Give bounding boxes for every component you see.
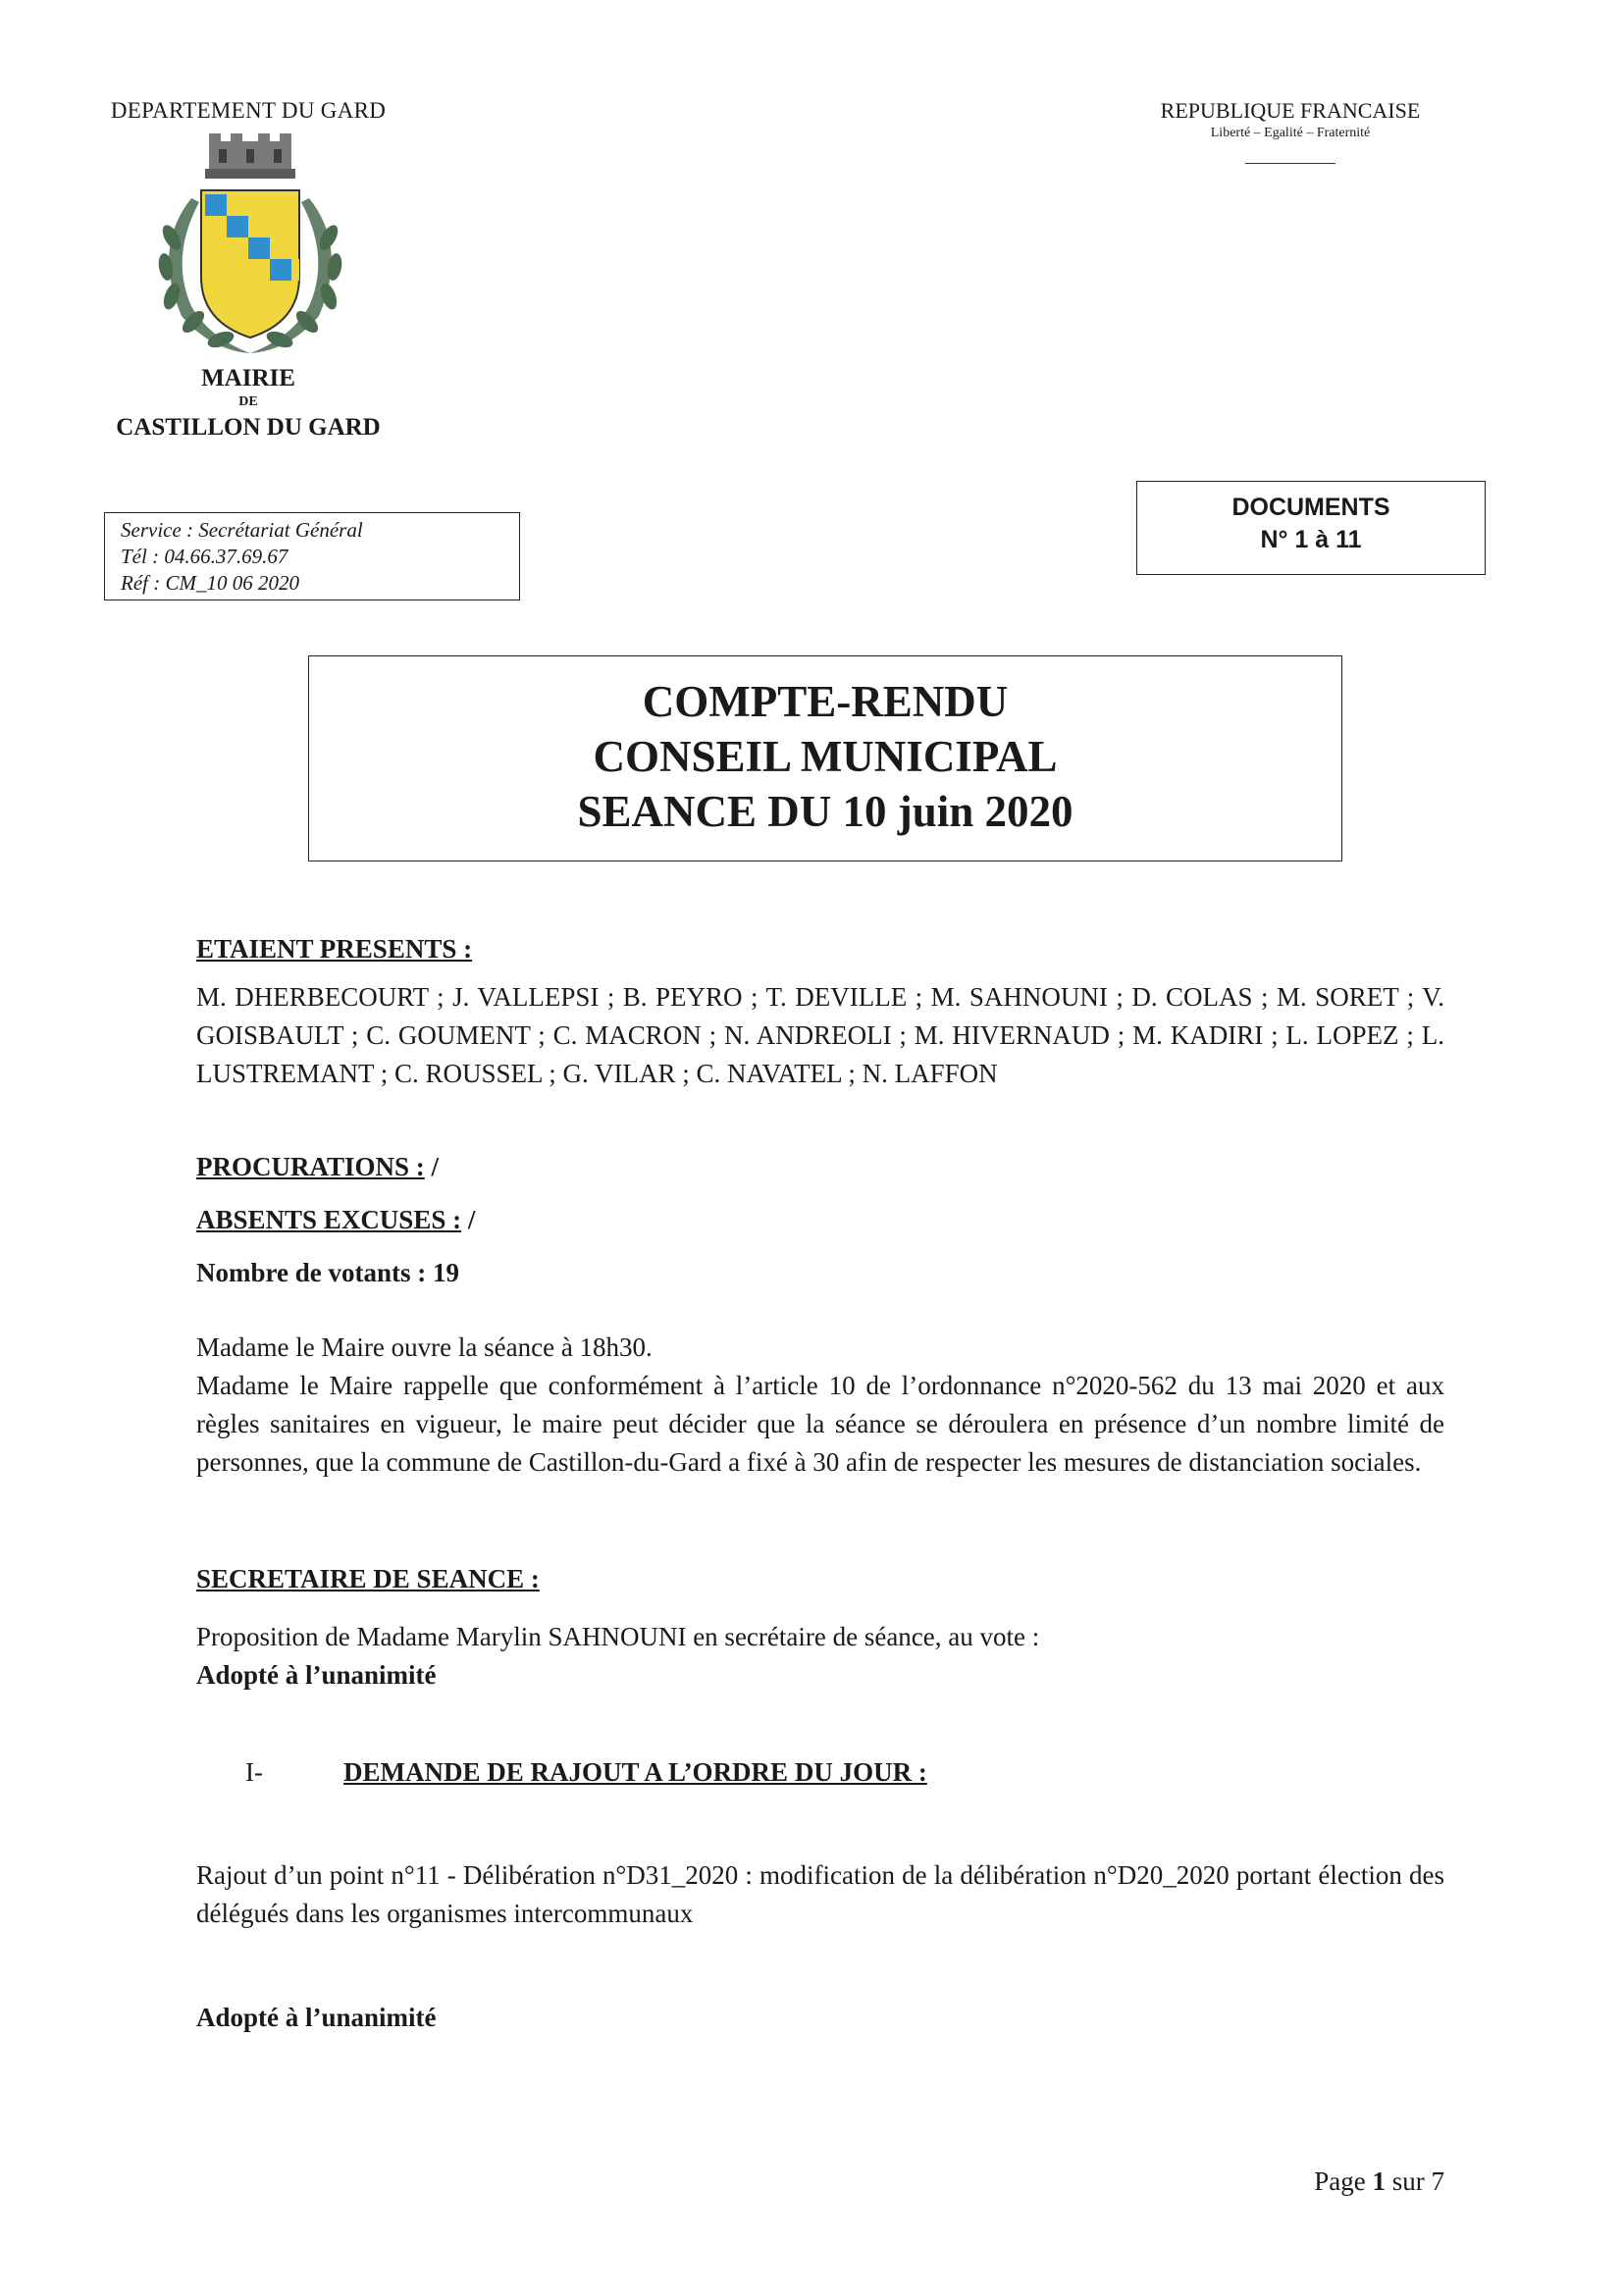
secretaire-text: Proposition de Madame Marylin SAHNOUNI en secrétaire de séance, au vote : <box>196 1622 1040 1651</box>
page-number: Page 1 sur 7 <box>1314 2166 1444 2196</box>
section-1-result: Adopté à l’unanimité <box>196 2003 437 2032</box>
title-line-3: SEANCE DU 10 juin 2020 <box>577 787 1073 836</box>
section-1-heading: DEMANDE DE RAJOUT A L’ORDRE DU JOUR : <box>343 1757 927 1787</box>
title-line-2: CONSEIL MUNICIPAL <box>593 732 1058 781</box>
shield-icon <box>201 190 313 338</box>
service-box <box>104 512 520 600</box>
votants-count: Nombre de votants : 19 <box>196 1258 459 1287</box>
republic-label: REPUBLIQUE FRANCAISE <box>1160 98 1421 123</box>
service-line: Service : Secrétariat Général <box>121 518 363 542</box>
mairie-label: MAIRIE <box>201 365 295 391</box>
header-divider <box>1245 163 1335 164</box>
department-label: DEPARTEMENT DU GARD <box>110 98 387 123</box>
absents-value: / <box>461 1205 476 1234</box>
section-1-text: Rajout d’un point n°11 - Délibération n°D31_2020 : modification de la délibération n°D20_2020 portant élection des délégués dans les organismes intercommunaux <box>196 1860 1444 1928</box>
reference-line: Réf : CM_10 06 2020 <box>121 571 299 595</box>
crown-icon <box>205 133 295 179</box>
absents-heading: ABSENTS EXCUSES : <box>196 1205 462 1234</box>
phone-line: Tél : 04.66.37.69.67 <box>121 545 288 568</box>
title-line-1: COMPTE-RENDU <box>642 677 1009 726</box>
opening-line: Madame le Maire ouvre la séance à 18h30. <box>196 1332 653 1362</box>
municipal-coat-of-arms-icon <box>132 130 368 360</box>
secretaire-heading: SECRETAIRE DE SEANCE : <box>196 1564 540 1593</box>
secretaire-result: Adopté à l’unanimité <box>196 1660 437 1690</box>
procurations-value: / <box>424 1152 440 1181</box>
presents-heading: ETAIENT PRESENTS : <box>196 934 473 964</box>
commune-name: CASTILLON DU GARD <box>116 414 381 441</box>
absents-line <box>196 1201 1444 1239</box>
republic-block <box>1109 98 1472 164</box>
section-1-heading-row <box>196 1753 1444 1792</box>
documents-box <box>1136 481 1486 575</box>
procurations-heading: PROCURATIONS : <box>196 1152 425 1181</box>
mairie-de-label: DE <box>238 394 258 409</box>
procurations-line <box>196 1148 1444 1186</box>
mairie-block <box>86 365 410 442</box>
title-box <box>308 655 1342 861</box>
opening-paragraph: Madame le Maire rappelle que conformément à l’article 10 de l’ordonnance n°2020-562 du 13 mai 2020 et aux règles sanitaires en vigueur, le maire peut décider que la séance se déroulera en présence d’un nombre limité de personnes, que la commune de Castillon-du-Gard a fixé à 30 afin de respecter les mesures de distanciation sociales. <box>196 1371 1444 1477</box>
presents-list: M. DHERBECOURT ; J. VALLEPSI ; B. PEYRO ; T. DEVILLE ; M. SAHNOUNI ; D. COLAS ; M. SORET ; V. GOISBAULT ; C. GOUMENT ; C. MACRON ; N. ANDREOLI ; M. HIVERNAUD ; M. KADIRI ; L. LOPEZ ; L. LUSTREMANT ; C. ROUSSEL ; G. VILAR ; C. NAVATEL ; N. LAFFON <box>196 982 1444 1088</box>
section-1-number: I- <box>245 1757 263 1787</box>
documents-range: N° 1 à 11 <box>1260 526 1362 553</box>
republic-motto: Liberté – Egalité – Fraternité <box>1210 126 1371 140</box>
documents-label: DOCUMENTS <box>1231 494 1390 521</box>
